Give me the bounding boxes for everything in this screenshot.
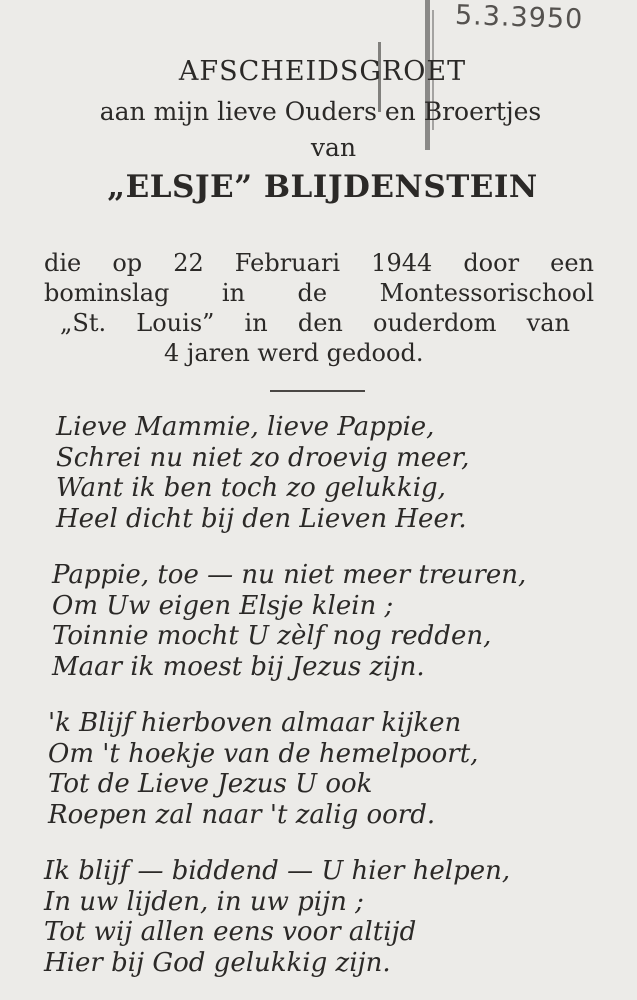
poem-line: Heel dicht bij den Lieven Heer. [56,503,467,534]
card-title: AFSCHEIDSGROET [178,56,467,87]
poem-stanza [48,708,608,830]
intro-line: 4 jaren werd gedood. [164,339,424,367]
poem-line: Toinnie mocht U zèlf nog redden, [52,621,492,651]
archive-number: 5.3.3950 [454,0,584,36]
poem-line: Hier bij God gelukkig zijn. [44,947,391,978]
poem-stanza [56,412,608,534]
poem-line: Maar ik moest bij Jezus zijn. [52,651,425,682]
poem-line: Pappie, toe — nu niet meer treuren, [52,560,527,590]
poem-line: Om Uw eigen Elsje klein ; [52,590,394,621]
poem-line: Schrei nu niet zo droevig meer, [56,442,470,473]
poem-line: Tot de Lieve Jezus U ook [48,769,373,799]
intro-line: die op 22 Februari 1944 door een [44,249,594,277]
poem-line: 'k Blijf hierboven almaar kijken [48,708,462,738]
poem-stanza [52,560,608,682]
deceased-name: „ELSJE” BLIJDENSTEIN [107,169,538,205]
poem-stanza [44,856,608,978]
van-line: van [310,133,357,162]
poem-line: Lieve Mammie, lieve Pappie, [56,412,435,442]
poem-line: Roepen zal naar 't zalig oord. [48,799,436,830]
intro-line: „St. Louis” in den ouderdom van [60,309,570,337]
intro-line: bominslag in de Montessorischool [44,279,594,307]
poem-line: Ik blijf — biddend — U hier helpen, [44,856,511,886]
card-header [0,55,637,207]
intro-text [44,248,594,368]
dedication-line: aan mijn lieve Ouders en Broertjes [99,97,542,126]
poem-line: Om 't hoekje van de hemelpoort, [48,738,479,769]
poem [44,412,608,1000]
poem-line: In uw lijden, in uw pijn ; [44,886,364,917]
poem-line: Tot wij allen eens voor altijd [44,917,417,947]
poem-line: Want ik ben toch zo gelukkig, [56,473,446,503]
divider-line [270,390,365,392]
